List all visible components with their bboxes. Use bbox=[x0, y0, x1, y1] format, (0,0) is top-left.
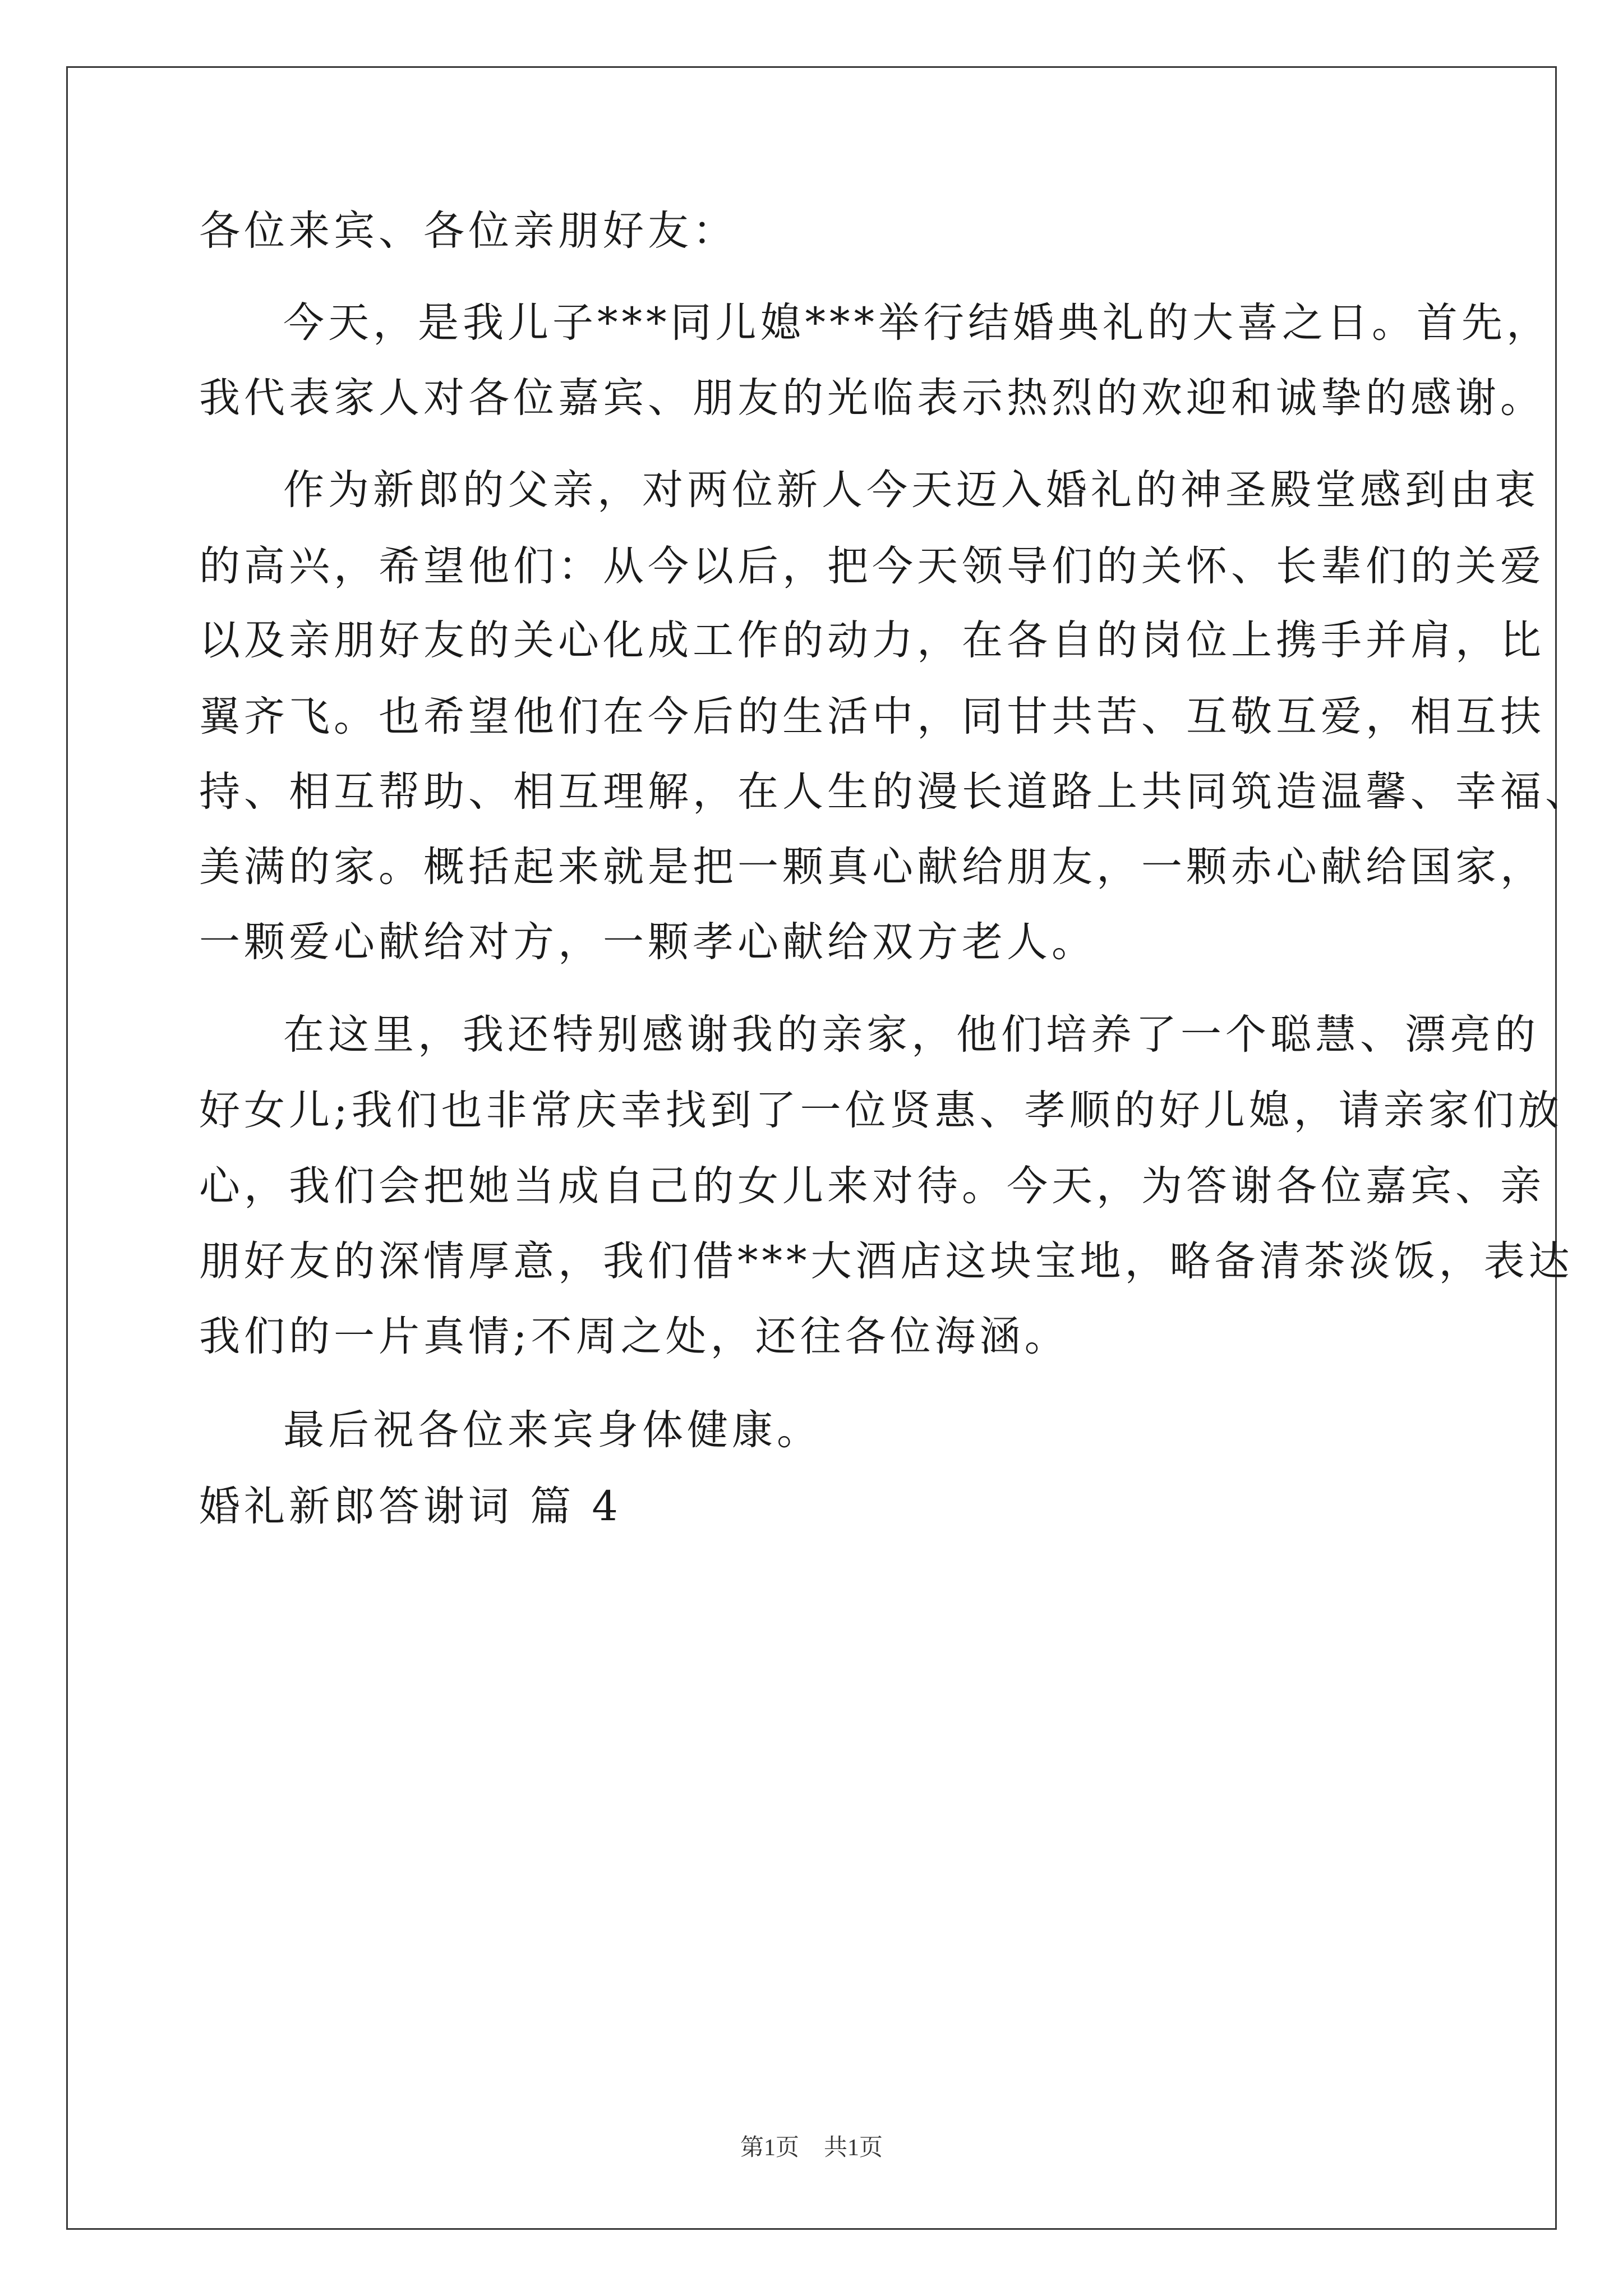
paragraph-line: 一颗爱心献给对方，一颗孝心献给双方老人。 bbox=[199, 918, 1096, 966]
page-total: 共1页 bbox=[824, 2135, 883, 2161]
paragraph-line: 朋好友的深情厚意，我们借***大酒店这块宝地，略备清茶淡饭，表达 bbox=[199, 1237, 1574, 1285]
salutation: 各位来宾、各位亲朋好友： bbox=[199, 207, 737, 255]
page-footer bbox=[0, 2136, 1623, 2160]
paragraph-line: 翼齐飞。也希望他们在今后的生活中，同甘共苦、互敬互爱，相互扶 bbox=[199, 693, 1545, 740]
paragraph-line: 我们的一片真情;不周之处，还往各位海涵。 bbox=[199, 1313, 1069, 1360]
paragraph-line: 以及亲朋好友的关心化成工作的动力，在各自的岗位上携手并肩，比 bbox=[199, 616, 1545, 664]
paragraph-line: 持、相互帮助、相互理解，在人生的漫长道路上共同筑造温馨、幸福、 bbox=[199, 768, 1590, 816]
paragraph-line: 心，我们会把她当成自己的女儿来对待。今天，为答谢各位嘉宾、亲 bbox=[199, 1162, 1545, 1210]
paragraph-line: 的高兴，希望他们：从今以后，把今天领导们的关怀、长辈们的关爱 bbox=[199, 542, 1545, 590]
paragraph-line: 我代表家人对各位嘉宾、朋友的光临表示热烈的欢迎和诚挚的感谢。 bbox=[199, 374, 1545, 422]
paragraph-line: 最后祝各位来宾身体健康。 bbox=[283, 1406, 822, 1454]
paragraph-line: 在这里，我还特别感谢我的亲家，他们培养了一个聪慧、漂亮的 bbox=[283, 1011, 1539, 1059]
paragraph-line: 作为新郎的父亲，对两位新人今天迈入婚礼的神圣殿堂感到由衷 bbox=[283, 466, 1539, 514]
paragraph-line: 今天，是我儿子***同儿媳***举行结婚典礼的大喜之日。首先， bbox=[283, 299, 1551, 347]
paragraph-line: 美满的家。概括起来就是把一颗真心献给朋友，一颗赤心献给国家， bbox=[199, 843, 1545, 891]
section-heading: 婚礼新郎答谢词 篇 4 bbox=[199, 1483, 622, 1530]
page-number: 第1页 bbox=[740, 2135, 799, 2161]
paragraph-line: 好女儿;我们也非常庆幸找到了一位贤惠、孝顺的好儿媳，请亲家们放 bbox=[199, 1087, 1563, 1134]
